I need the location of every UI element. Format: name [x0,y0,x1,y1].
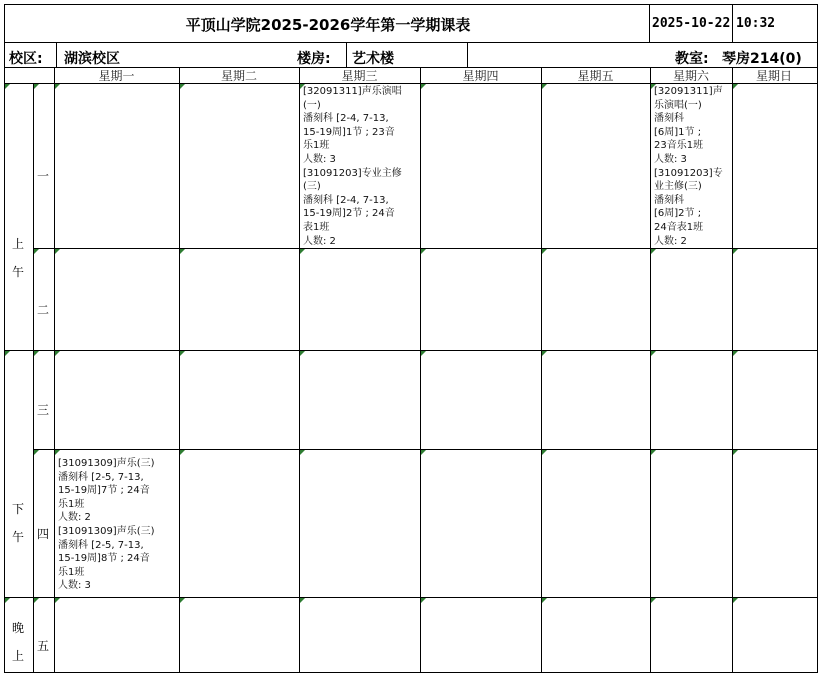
day-header-fri: 星期五 [577,69,614,83]
course-entry-line: 潘刻科 [2-4, 7-13, [303,113,389,125]
course-entry [58,457,179,525]
course-entry-line: 乐演唱(一) [654,99,702,111]
schedule-cell-wed-period-1 [300,84,420,248]
period-3: 三 [36,403,49,417]
period-2: 二 [36,303,49,317]
course-entry-line: [31091203]专 [654,167,723,179]
course-entry-line: 潘刻科 [2-5, 7-13, [58,471,144,483]
session-evening-char-2: 上 [11,649,24,663]
campus-value: 湖滨校区 [64,51,120,67]
course-entry-line: 15-19周]2节 ; 24音 [303,208,395,220]
course-entry-line: 乐1班 [303,140,330,152]
period-4: 四 [36,527,49,541]
session-morning [8,235,28,281]
course-entry-line: 业主修(三) [654,181,702,193]
day-header-thu: 星期四 [462,69,499,83]
day-header-sun: 星期日 [755,69,792,83]
course-entry-line: 15-19周]1节 ; 23音 [303,126,395,138]
course-entry-line: 23音乐1班 [654,140,704,152]
course-entry-line: (三) [303,181,321,193]
course-entry-line: 15-19周]8节 ; 24音 [58,553,150,565]
day-header-tue: 星期二 [220,69,257,83]
course-entry-line: 乐1班 [58,566,85,578]
session-afternoon [8,500,28,546]
course-entry-line: 人数: 2 [58,512,91,524]
period-5: 五 [36,639,49,653]
room-value: 琴房214(0) [722,51,802,67]
course-entry-line: 潘刻科 [654,194,684,206]
session-morning-char-2: 午 [11,265,24,279]
page-title: 平顶山学院2025-2026学年第一学期课表 [185,16,471,34]
course-entry-line: 潘刻科 [2-5, 7-13, [58,539,144,551]
course-entry-line: [31091309]声乐(三) [58,525,155,537]
course-entry-line: [31091203]专业主修 [303,167,402,179]
session-evening-char-1: 晚 [11,621,24,635]
building-label: 楼房: [297,51,331,67]
day-header-mon: 星期一 [98,69,135,83]
course-entry-line: 人数: 3 [303,153,336,165]
course-entry-line: 15-19周]7节 ; 24音 [58,485,150,497]
day-header-sat: 星期六 [672,69,709,83]
room-label: 教室: [675,51,709,67]
print-date: 2025-10-22 [652,16,731,31]
course-entry [58,525,179,593]
period-1: 一 [36,169,49,183]
course-entry-line: 人数: 2 [303,235,336,247]
schedule-cell-mon-period-4 [55,456,179,597]
course-entry [654,167,732,248]
course-entry-line: [6周]2节 ; [654,208,702,220]
course-entry-line: 24音表1班 [654,221,704,233]
session-evening [8,619,28,665]
campus-label: 校区: [9,51,43,67]
day-header-wed: 星期三 [341,69,378,83]
course-entry-line: 潘刻科 [654,113,684,125]
course-entry [303,167,420,248]
course-entry-line: [32091311]声乐演唱 [303,86,402,97]
course-entry-line: 表1班 [303,221,330,233]
course-entry-line: (一) [303,99,321,111]
course-entry-line: 人数: 3 [58,580,91,592]
course-entry-line: 乐1班 [58,498,85,510]
building-value: 艺术楼 [352,51,394,67]
course-entry-line: 人数: 3 [654,153,687,165]
course-entry-line: [6周]1节 ; [654,126,702,138]
course-entry-line: 潘刻科 [2-4, 7-13, [303,194,389,206]
session-afternoon-char-1: 下 [11,502,24,516]
course-entry-line: 人数: 2 [654,235,687,247]
session-afternoon-char-2: 午 [11,530,24,544]
course-entry [303,85,420,167]
course-entry-line: [31091309]声乐(三) [58,458,155,469]
course-entry-line: [32091311]声 [654,86,723,97]
print-time: 10:32 [736,16,776,31]
session-morning-char-1: 上 [11,237,24,251]
course-entry [654,85,732,167]
schedule-cell-sat-period-1 [651,84,732,248]
